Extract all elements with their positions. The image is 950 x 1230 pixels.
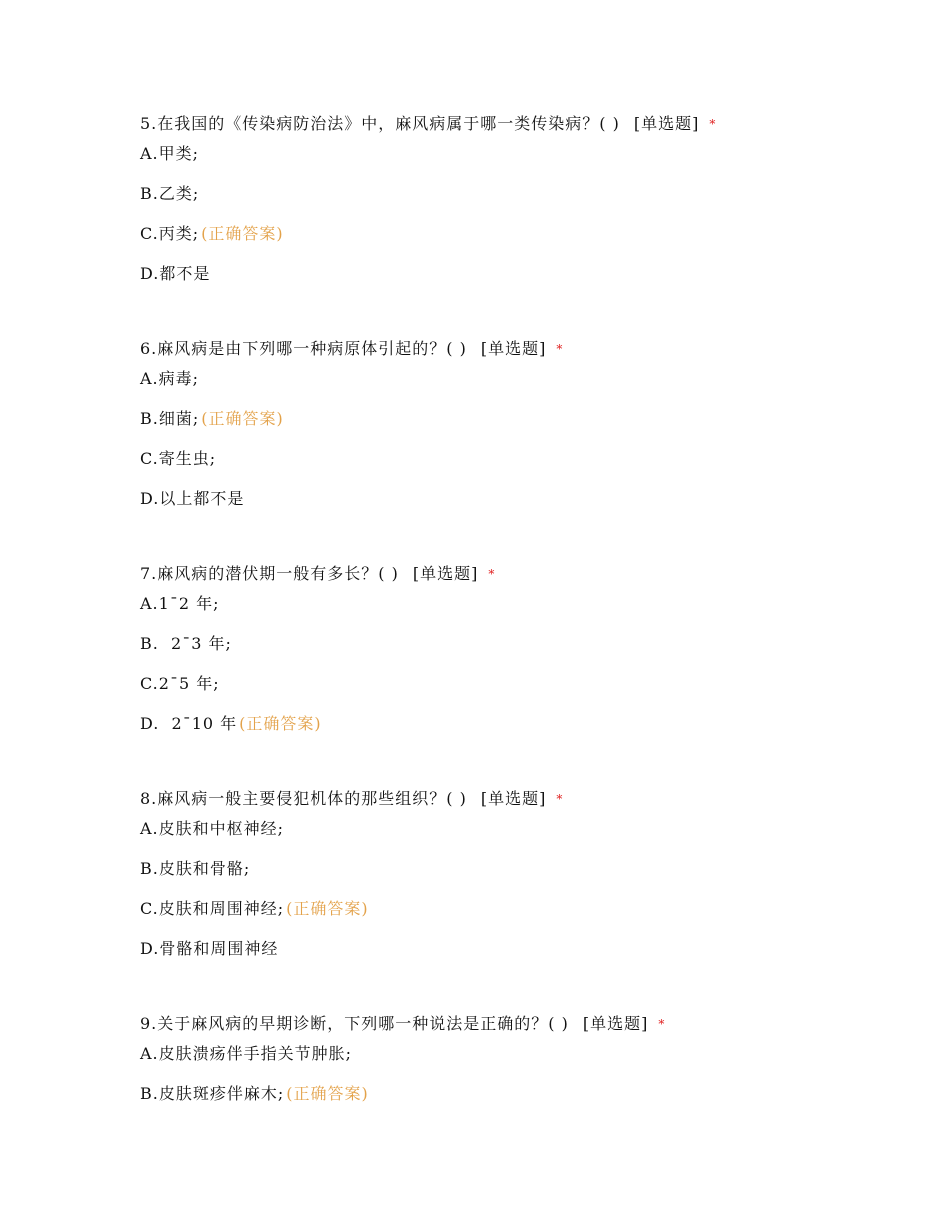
option-b[interactable] [140, 856, 900, 882]
option-text: C.寄生虫; [140, 449, 217, 468]
option-a[interactable] [140, 141, 900, 167]
question-type: [单选题] [633, 114, 700, 133]
question-type: [单选题] [412, 564, 479, 583]
correct-answer-tag: (正确答案) [201, 409, 284, 428]
question-8 [140, 786, 900, 962]
question-9 [140, 1011, 900, 1107]
option-text: D.都不是 [140, 264, 211, 283]
option-text: A.1¯2 年; [140, 594, 220, 613]
required-mark: * [556, 342, 564, 356]
option-c[interactable] [140, 671, 900, 697]
option-d[interactable] [140, 936, 900, 962]
question-type: [单选题] [582, 1014, 649, 1033]
question-text: 6.麻风病是由下列哪一种病原体引起的？( ) [140, 339, 467, 358]
question-title [140, 111, 900, 137]
question-text: 7.麻风病的潜伏期一般有多长？( ) [140, 564, 399, 583]
question-text: 9.关于麻风病的早期诊断，下列哪一种说法是正确的？( ) [140, 1014, 569, 1033]
required-mark: * [556, 792, 564, 806]
required-mark: * [488, 567, 496, 581]
question-title [140, 786, 900, 812]
option-text: B.乙类; [140, 184, 200, 203]
option-text: D.以上都不是 [140, 489, 245, 508]
option-b[interactable] [140, 1081, 900, 1107]
correct-answer-tag: (正确答案) [286, 1084, 369, 1103]
option-text: B.细菌; [140, 409, 200, 428]
option-d[interactable] [140, 261, 900, 287]
option-a[interactable] [140, 366, 900, 392]
question-title [140, 1011, 900, 1037]
question-type: [单选题] [480, 789, 547, 808]
option-text: A.病毒; [140, 369, 200, 388]
option-text: B.皮肤和骨骼; [140, 859, 251, 878]
option-d[interactable] [140, 711, 900, 737]
option-text: C.丙类; [140, 224, 200, 243]
option-text: A.甲类; [140, 144, 200, 163]
question-title [140, 336, 900, 362]
correct-answer-tag: (正确答案) [239, 714, 322, 733]
option-a[interactable] [140, 816, 900, 842]
question-type: [单选题] [480, 339, 547, 358]
correct-answer-tag: (正确答案) [201, 224, 284, 243]
question-text: 5.在我国的《传染病防治法》中，麻风病属于哪一类传染病？( ) [140, 114, 620, 133]
option-text: A.皮肤溃疡伴手指关节肿胀; [140, 1044, 353, 1063]
option-d[interactable] [140, 486, 900, 512]
question-7 [140, 561, 900, 737]
option-text: C.皮肤和周围神经; [140, 899, 285, 918]
option-a[interactable] [140, 1041, 900, 1067]
question-5 [140, 111, 900, 287]
option-text: B. 2¯3 年; [140, 634, 232, 653]
option-text: C.2¯5 年; [140, 674, 220, 693]
option-text: A.皮肤和中枢神经; [140, 819, 285, 838]
option-c[interactable] [140, 446, 900, 472]
question-6 [140, 336, 900, 512]
correct-answer-tag: (正确答案) [286, 899, 369, 918]
option-b[interactable] [140, 406, 900, 432]
option-text: D. 2¯10 年 [140, 714, 238, 733]
option-c[interactable] [140, 221, 900, 247]
question-title [140, 561, 900, 587]
option-b[interactable] [140, 631, 900, 657]
required-mark: * [709, 117, 717, 131]
option-a[interactable] [140, 591, 900, 617]
option-text: B.皮肤斑疹伴麻木; [140, 1084, 285, 1103]
required-mark: * [658, 1017, 666, 1031]
question-text: 8.麻风病一般主要侵犯机体的那些组织？( ) [140, 789, 467, 808]
option-b[interactable] [140, 181, 900, 207]
option-c[interactable] [140, 896, 900, 922]
option-text: D.骨骼和周围神经 [140, 939, 279, 958]
